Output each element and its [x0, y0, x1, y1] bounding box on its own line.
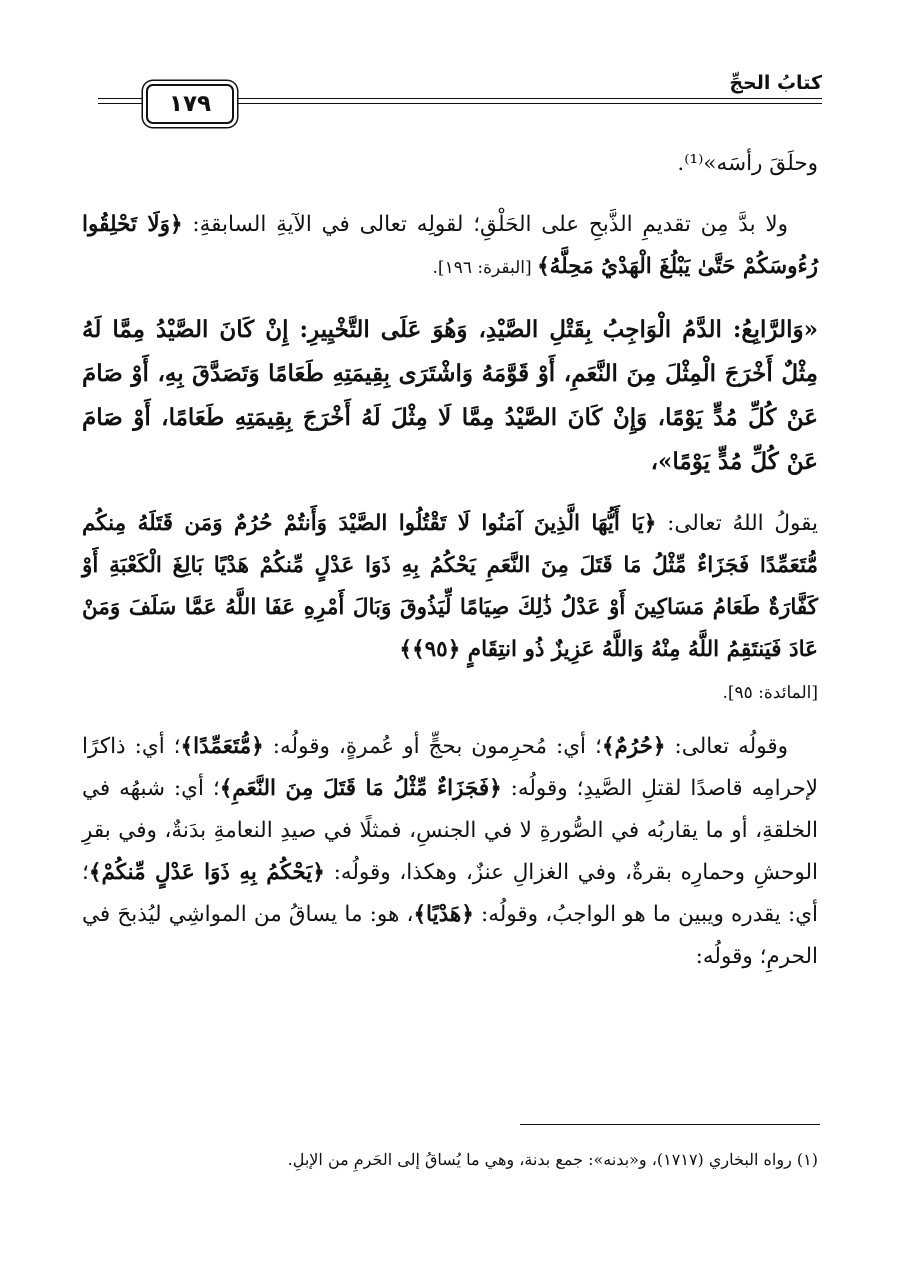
p4-seg-10: ، هو: ما يساقُ من المواشِي ليُذبحَ في الحرمِ؛ وقولُه:: [82, 902, 818, 969]
p4-seg-1: ﴿حُرُمٌ﴾: [601, 734, 666, 759]
p4-seg-6: ؛ أي: شبهُه في الخلقةِ، أو ما يقاربُه في الصُّورةِ لا في الجنسِ، فمثلًا في صيدِ النعامةِ بدَنةٌ، وفي بقرِ الوحشِ وحمارِه بقرةٌ، وفي الغزالِ عنزٌ، وهكذا، وقولُه:: [82, 776, 818, 885]
p4-seg-4: ؛ أي: ذاكرًا لإحرامِه قاصدًا لقتلِ الصَّيدِ؛ وقولُه:: [82, 734, 818, 801]
page-number: ١٧٩: [146, 84, 234, 124]
p4-seg-7: ﴿يَحْكُمُ بِهِ ذَوَا عَدْلٍ مِّنكُمْ﴾: [88, 860, 325, 885]
paragraph-4: [82, 726, 818, 978]
body-text: [82, 143, 818, 997]
verse-reference: [البقرة: ١٩٦].: [432, 258, 538, 278]
paragraph-2: [82, 204, 818, 289]
paragraph-3: [82, 503, 818, 714]
footnote: (١) رواه البخاري (١٧١٧)، و«بدنه»: جمع بدنة، وهي ما يُساقُ إلى الحَرمِ من الإبلِ.: [287, 1150, 818, 1169]
verse-reference-maidah: [المائدة: ٩٥].: [722, 683, 818, 703]
chapter-title: كتابُ الحجِّ: [729, 72, 822, 94]
p4-seg-2: ؛ أي: مُحرِمون بحجٍّ أو عُمرةٍ، وقولُه:: [263, 734, 602, 759]
p4-seg-8: ؛ أي: يقدره ويبين ما هو الواجبُ، وقولُه:: [82, 860, 818, 927]
matn-text: «وَالرَّابِعُ: الدَّمُ الْوَاجِبُ بِقَتْلِ الصَّيْدِ، وَهُوَ عَلَى التَّخْيِيرِ: إِنْ كَانَ الصَّيْدُ مِمَّا لَهُ مِثْلٌ أَخْرَجَ الْمِثْلَ مِنَ النَّعَمِ، أَوْ قَوَّمَهُ وَاشْتَرَى بِقِيمَتِهِ طَعَامًا وَتَصَدَّقَ بِهِ، أَوْ صَامَ عَنْ كُلِّ مُدٍّ يَوْمًا، وَإِنْ كَانَ الصَّيْدُ مِمَّا لَا مِثْلَ لَهُ أَخْرَجَ بِقِيمَتِهِ طَعَامًا، أَوْ صَامَ عَنْ كُلِّ مُدٍّ يَوْمًا»،: [82, 316, 818, 475]
paragraph-3-text: يقولُ اللهُ تعالى:: [656, 511, 818, 536]
p4-seg-0: وقولُه تعالى:: [665, 734, 789, 759]
p4-seg-5: ﴿فَجَزَاءٌ مِّثْلُ مَا قَتَلَ مِنَ النَّعَمِ﴾: [219, 776, 502, 801]
footnote-rule: [520, 1124, 820, 1125]
quran-verse-baqarah: ﴿وَلَا تَحْلِقُوا رُءُوسَكُمْ حَتَّىٰ يَبْلُغَ الْهَدْيُ مَحِلَّهُ﴾: [82, 212, 818, 279]
paragraph-1: وحلَقَ رأسَه»⁽¹⁾.: [677, 151, 818, 176]
p4-seg-3: ﴿مُّتَعَمِّدًا﴾: [180, 734, 264, 759]
quran-verse-maidah: ﴿يَا أَيُّهَا الَّذِينَ آمَنُوا لَا تَقْتُلُوا الصَّيْدَ وَأَنتُمْ حُرُمٌ وَمَن قَتَلَهُ مِنكُم مُّتَعَمِّدًا فَجَزَاءٌ مِّثْلُ مَا قَتَلَ مِنَ النَّعَمِ يَحْكُمُ بِهِ ذَوَا عَدْلٍ مِّنكُمْ هَدْيًا بَالِغَ الْكَعْبَةِ أَوْ كَفَّارَةٌ طَعَامُ مَسَاكِينَ أَوْ عَدْلُ ذَٰلِكَ صِيَامًا لِّيَذُوقَ وَبَالَ أَمْرِهِ عَفَا اللَّهُ عَمَّا سَلَفَ وَمَنْ عَادَ فَيَنتَقِمُ اللَّهُ مِنْهُ وَاللَّهُ عَزِيزٌ ذُو انتِقَامٍ ﴿٩٥﴾﴾: [82, 511, 818, 662]
paragraph-2-text: ولا بدَّ مِن تقديمِ الذَّبحِ على الحَلْقِ؛ لقولِه تعالى في الآيةِ السابقةِ:: [182, 212, 788, 237]
p4-seg-9: ﴿هَدْيًا﴾: [413, 902, 474, 927]
